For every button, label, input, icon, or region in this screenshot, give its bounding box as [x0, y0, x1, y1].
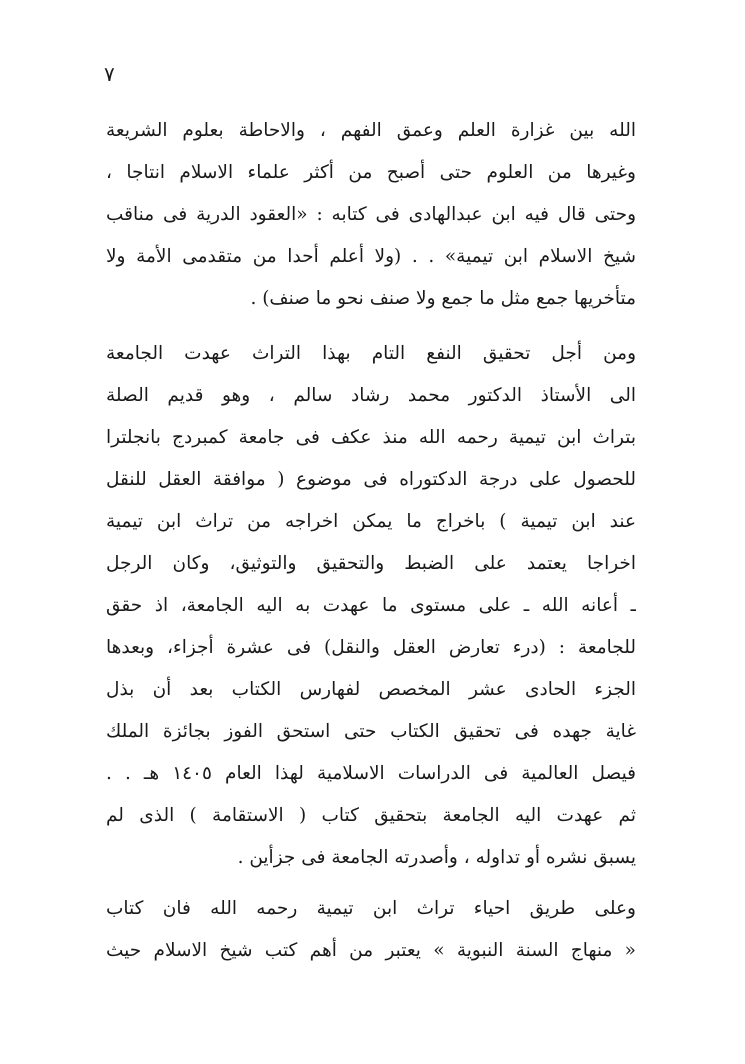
text-line: غاية جهده فى تحقيق الكتاب حتى استحق الفوز بجائزة الملك [106, 721, 636, 742]
text-line: يسبق نشره أو تداوله ، وأصدرته الجامعة فى جزأين . [237, 847, 636, 868]
text-line: اخراجا يعتمد على الضبط والتحقيق والتوثيق، وكان الرجل [106, 553, 636, 574]
text-line: متأخريها جمع مثل ما جمع ولا صنف نحو ما صنف) . [250, 288, 636, 309]
text-line: للحصول على درجة الدكتوراه فى موضوع ( موافقة العقل للنقل [106, 469, 636, 490]
paragraph-1 [106, 110, 636, 320]
text-line: فيصل العالمية فى الدراسات الاسلامية لهذا العام ١٤٠٥ هـ . . [106, 763, 636, 784]
text-line: وعلى طريق احياء تراث ابن تيمية رحمه الله فان كتاب [106, 898, 636, 919]
text-line: « منهاج السنة النبوية » يعتبر من أهم كتب شيخ الاسلام حيث [106, 940, 636, 961]
page-number: ٧ [104, 62, 115, 86]
text-line: ـ أعانه الله ـ على مستوى ما عهدت به اليه الجامعة، اذ حقق [106, 595, 636, 616]
text-line: الى الأستاذ الدكتور محمد رشاد سالم ، وهو قديم الصلة [106, 385, 636, 406]
text-line: عند ابن تيمية ) باخراج ما يمكن اخراجه من تراث ابن تيمية [106, 511, 636, 532]
text-line: ثم عهدت اليه الجامعة بتحقيق كتاب ( الاستقامة ) الذى لم [106, 805, 636, 826]
text-line: ومن أجل تحقيق النفع التام بهذا التراث عهدت الجامعة [106, 343, 636, 364]
text-line: شيخ الاسلام ابن تيمية» . . (ولا أعلم أحدا من متقدمى الأمة ولا [106, 246, 636, 267]
text-line: وغيرها من العلوم حتى أصبح من أكثر علماء الاسلام انتاجا ، [106, 162, 636, 183]
paragraph-3 [106, 888, 636, 972]
text-line: الله بين غزارة العلم وعمق الفهم ، والاحاطة بعلوم الشريعة [106, 120, 636, 141]
text-line: للجامعة : (درء تعارض العقل والنقل) فى عشرة أجزاء، وبعدها [106, 637, 636, 658]
text-line: بتراث ابن تيمية رحمه الله منذ عكف فى جامعة كمبردج بانجلترا [106, 427, 636, 448]
paragraph-2 [106, 333, 636, 879]
text-line: وحتى قال فيه ابن عبدالهادى فى كتابه : «العقود الدرية فى مناقب [106, 204, 636, 225]
text-line: الجزء الحادى عشر المخصص لفهارس الكتاب بعد أن بذل [106, 679, 636, 700]
